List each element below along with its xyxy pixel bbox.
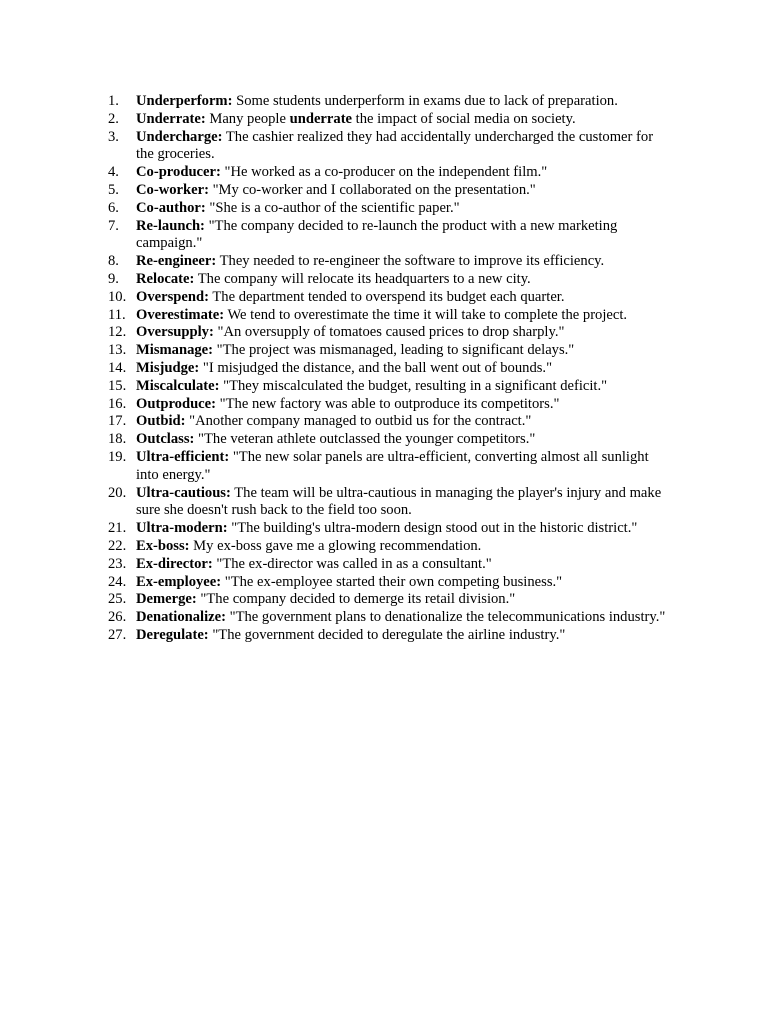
item-term: Co-worker: (136, 181, 209, 198)
item-text (136, 164, 674, 182)
item-number: 22. (108, 537, 127, 554)
item-number: 14. (108, 359, 127, 376)
item-term: Denationalize: (136, 609, 226, 626)
item-text (136, 360, 674, 378)
item-term: Re-engineer: (136, 253, 217, 270)
item-sentence: "The government decided to deregulate the airline industry." (208, 626, 566, 643)
item-text (136, 218, 674, 254)
list-item (104, 574, 674, 592)
item-number: 23. (108, 555, 127, 572)
item-sentence: "The company decided to re-launch the product with a new marketing campaign." (136, 217, 618, 252)
item-text (136, 129, 674, 165)
item-sentence: "My co-worker and I collaborated on the presentation." (208, 181, 536, 198)
item-sentence: "The veteran athlete outclassed the younger competitors." (194, 431, 536, 448)
item-sentence: We tend to overestimate the time it will take to complete the project. (224, 306, 628, 323)
item-sentence: "I misjudged the distance, and the ball went out of bounds." (199, 359, 553, 376)
list-item (104, 307, 674, 325)
item-sentence: The team will be ultra-cautious in managing the player's injury and make sure she doesn't rush back to the field too soon. (136, 484, 662, 519)
list-item (104, 485, 674, 521)
item-text (136, 574, 674, 592)
item-number: 15. (108, 377, 127, 394)
item-text (136, 413, 674, 431)
item-sentence: "The new solar panels are ultra-efficient, converting almost all sunlight into energy." (136, 448, 649, 483)
list-item (104, 360, 674, 378)
item-text (136, 538, 674, 556)
item-number: 19. (108, 448, 127, 465)
item-text (136, 431, 674, 449)
item-text (136, 342, 674, 360)
item-sentence: "The ex-director was called in as a consultant." (212, 555, 492, 572)
item-term: Ex-boss: (136, 537, 190, 554)
item-sentence: "The building's ultra-modern design stood out in the historic district." (227, 520, 638, 537)
list-item (104, 93, 674, 111)
item-text (136, 378, 674, 396)
item-sentence-bold: underrate (289, 110, 353, 127)
list-item (104, 413, 674, 431)
item-sentence: They needed to re-engineer the software to improve its efficiency. (216, 253, 605, 270)
item-term: Re-launch: (136, 217, 205, 234)
item-number: 9. (108, 270, 119, 287)
item-sentence: "The project was mismanaged, leading to significant delays." (213, 342, 575, 359)
list-item (104, 129, 674, 165)
item-number: 6. (108, 199, 119, 216)
item-term: Ultra-efficient: (136, 448, 230, 465)
list-item (104, 556, 674, 574)
list-item (104, 609, 674, 627)
list-item (104, 182, 674, 200)
item-number: 7. (108, 217, 119, 234)
item-sentence: The cashier realized they had accidentally undercharged the customer for the groceries. (136, 128, 654, 163)
item-number: 25. (108, 591, 127, 608)
item-term: Co-producer: (136, 164, 221, 181)
item-sentence-before: Many people (205, 110, 290, 127)
list-item (104, 520, 674, 538)
item-term: Overspend: (136, 288, 209, 305)
item-sentence: My ex-boss gave me a glowing recommendation. (189, 537, 482, 554)
item-sentence: "The ex-employee started their own competing business." (221, 573, 563, 590)
list-item (104, 342, 674, 360)
item-number: 4. (108, 164, 119, 181)
item-term: Miscalculate: (136, 377, 220, 394)
word-list (104, 93, 674, 645)
item-text (136, 627, 674, 645)
item-term: Ex-employee: (136, 573, 222, 590)
item-text (136, 520, 674, 538)
item-text (136, 307, 674, 325)
list-item (104, 396, 674, 414)
item-term: Outbid: (136, 413, 186, 430)
item-number: 10. (108, 288, 127, 305)
item-sentence: "She is a co-author of the scientific paper." (205, 199, 460, 216)
list-item (104, 271, 674, 289)
list-item (104, 218, 674, 254)
item-number: 3. (108, 128, 119, 145)
item-term: Co-author: (136, 199, 206, 216)
item-sentence: "They miscalculated the budget, resulting in a significant deficit." (219, 377, 608, 394)
item-text (136, 93, 674, 111)
list-item (104, 627, 674, 645)
item-text (136, 609, 674, 627)
item-text (136, 485, 674, 521)
item-sentence: "An oversupply of tomatoes caused prices to drop sharply." (213, 324, 565, 341)
list-item (104, 449, 674, 485)
list-item (104, 378, 674, 396)
item-term: Deregulate: (136, 626, 209, 643)
item-term: Ex-director: (136, 555, 213, 572)
item-term: Ultra-cautious: (136, 484, 231, 501)
list-item (104, 324, 674, 342)
item-term: Ultra-modern: (136, 520, 228, 537)
list-item (104, 164, 674, 182)
item-number: 27. (108, 626, 127, 643)
item-term: Overestimate: (136, 306, 225, 323)
item-text (136, 271, 674, 289)
item-term: Undercharge: (136, 128, 223, 145)
list-item (104, 253, 674, 271)
item-number: 18. (108, 431, 127, 448)
item-number: 17. (108, 413, 127, 430)
item-number: 13. (108, 342, 127, 359)
item-number: 5. (108, 181, 119, 198)
item-number: 16. (108, 395, 127, 412)
item-number: 1. (108, 93, 119, 109)
item-number: 20. (108, 484, 127, 501)
item-text (136, 200, 674, 218)
item-number: 8. (108, 253, 119, 270)
item-term: Oversupply: (136, 324, 214, 341)
item-text (136, 449, 674, 485)
list-item (104, 200, 674, 218)
item-term: Outproduce: (136, 395, 217, 412)
item-sentence: The company will relocate its headquarters to a new city. (194, 270, 531, 287)
item-text (136, 253, 674, 271)
item-text (136, 324, 674, 342)
item-term: Demerge: (136, 591, 197, 608)
item-term: Mismanage: (136, 342, 214, 359)
item-sentence: "The company decided to demerge its retail division." (196, 591, 516, 608)
item-text (136, 556, 674, 574)
item-text (136, 396, 674, 414)
item-sentence: The department tended to overspend its budget each quarter. (208, 288, 565, 305)
item-sentence: Some students underperform in exams due to lack of preparation. (232, 93, 618, 109)
item-text (136, 111, 674, 129)
list-item (104, 111, 674, 129)
item-number: 12. (108, 324, 127, 341)
item-term: Outclass: (136, 431, 195, 448)
item-term: Relocate: (136, 270, 195, 287)
item-sentence: "He worked as a co-producer on the independent film." (220, 164, 548, 181)
item-number: 11. (108, 306, 126, 323)
item-sentence-after: the impact of social media on society. (352, 110, 576, 127)
item-sentence: "Another company managed to outbid us for the contract." (185, 413, 532, 430)
item-number: 24. (108, 573, 127, 590)
item-sentence: "The government plans to denationalize the telecommunications industry." (225, 609, 666, 626)
list-item (104, 289, 674, 307)
list-item (104, 538, 674, 556)
item-term: Misjudge: (136, 359, 200, 376)
item-sentence: "The new factory was able to outproduce its competitors." (216, 395, 560, 412)
list-item (104, 431, 674, 449)
item-term: Underperform: (136, 93, 233, 109)
item-text (136, 289, 674, 307)
item-number: 21. (108, 520, 127, 537)
item-text (136, 182, 674, 200)
item-text (136, 591, 674, 609)
list-item (104, 591, 674, 609)
item-number: 2. (108, 110, 119, 127)
item-term: Underrate: (136, 110, 206, 127)
item-number: 26. (108, 609, 127, 626)
